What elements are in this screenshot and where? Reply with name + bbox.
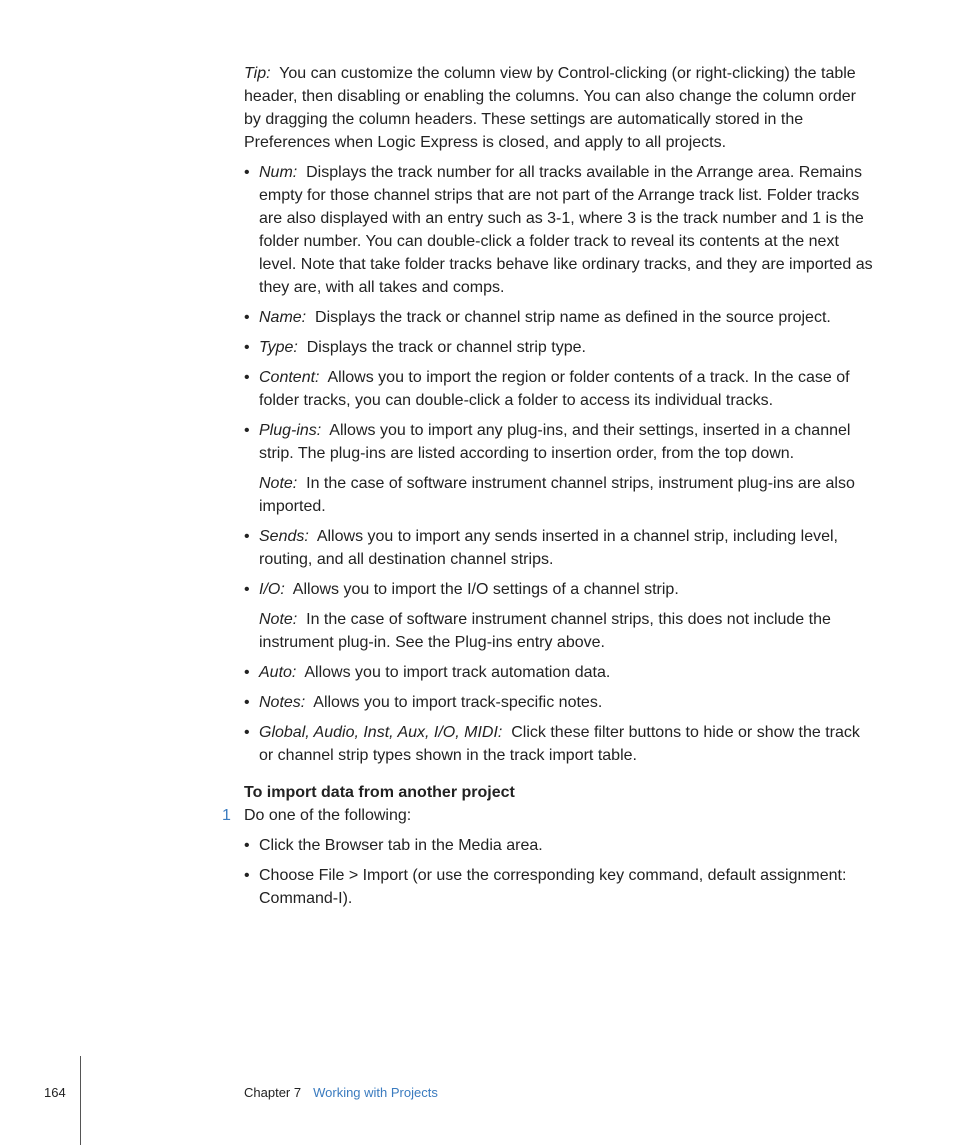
term-label: Type: — [259, 339, 298, 356]
substep-item — [244, 834, 876, 857]
list-item-io — [244, 578, 876, 601]
step-text: Do one of the following: — [244, 807, 412, 824]
tip-paragraph — [244, 62, 876, 154]
list-item-filters — [244, 721, 876, 767]
term-label: Notes: — [259, 694, 306, 711]
note-text: In the case of software instrument channel strips, instrument plug-ins are also imported. — [259, 475, 855, 515]
bullet-icon: • — [244, 694, 250, 711]
note-text: In the case of software instrument channel strips, this does not include the instrument plug-in. See the Plug-ins entry above. — [259, 611, 831, 651]
tip-label: Tip: — [244, 65, 271, 82]
term-label: Plug-ins: — [259, 422, 322, 439]
bullet-icon: • — [244, 837, 250, 854]
list-item-sends — [244, 525, 876, 571]
substep-item — [244, 864, 876, 910]
substep-text: Choose File > Import (or use the corresponding key command, default assignment: Command-I). — [259, 867, 847, 907]
chapter-label: Chapter 7 — [244, 1085, 302, 1100]
list-item-content — [244, 366, 876, 412]
bullet-icon: • — [244, 664, 250, 681]
list-item-name — [244, 306, 876, 329]
column-descriptions-list-2 — [244, 525, 876, 601]
bullet-icon: • — [244, 369, 250, 386]
substeps-list — [244, 834, 876, 910]
note-label: Note: — [259, 611, 298, 628]
substep-text: Click the Browser tab in the Media area. — [259, 837, 543, 854]
step-number: 1 — [222, 807, 231, 824]
note-io — [244, 608, 876, 654]
bullet-icon: • — [244, 581, 250, 598]
term-description: Allows you to import the region or folder contents of a track. In the case of folder tracks, you can double-click a folder to access its individual tracks. — [259, 369, 850, 409]
bullet-icon: • — [244, 724, 250, 741]
term-description: Allows you to import any sends inserted in a channel strip, including level, routing, and all destination channel strips. — [259, 528, 838, 568]
term-description: Allows you to import any plug-ins, and their settings, inserted in a channel strip. The plug-ins are listed according to insertion order, from the top down. — [259, 422, 851, 462]
page-body — [222, 62, 876, 917]
term-description: Allows you to import the I/O settings of a channel strip. — [292, 581, 679, 598]
chapter-title-link[interactable]: Working with Projects — [313, 1085, 438, 1100]
footer-chapter — [244, 1085, 438, 1100]
term-label: Num: — [259, 164, 298, 181]
page-number: 164 — [44, 1085, 66, 1100]
term-label: Sends: — [259, 528, 309, 545]
list-item-auto — [244, 661, 876, 684]
list-item-num — [244, 161, 876, 299]
bullet-icon: • — [244, 422, 250, 439]
term-label: I/O: — [259, 581, 285, 598]
procedure-step-1 — [222, 804, 876, 827]
term-description: Displays the track or channel strip name as defined in the source project. — [315, 309, 831, 326]
bullet-icon: • — [244, 309, 250, 326]
column-descriptions-list-3 — [244, 661, 876, 767]
list-item-plug-ins — [244, 419, 876, 465]
list-item-notes — [244, 691, 876, 714]
term-label: Content: — [259, 369, 320, 386]
procedure-heading: To import data from another project — [244, 784, 515, 801]
term-description: Allows you to import track automation data. — [304, 664, 611, 681]
term-description: Displays the track or channel strip type. — [306, 339, 586, 356]
bullet-icon: • — [244, 339, 250, 356]
note-label: Note: — [259, 475, 298, 492]
term-description: Click these filter buttons to hide or show the track or channel strip types shown in the track import table. — [259, 724, 860, 764]
bullet-icon: • — [244, 528, 250, 545]
note-plug-ins — [244, 472, 876, 518]
term-label: Auto: — [259, 664, 297, 681]
bullet-icon: • — [244, 867, 250, 884]
term-label: Global, Audio, Inst, Aux, I/O, MIDI: — [259, 724, 503, 741]
term-description: Displays the track number for all tracks available in the Arrange area. Remains empty for those channel strips that are not part of the Arrange track list. Folder tracks are also displayed with an entry such as 3-1, where 3 is the track number and 1 is the folder number. You can double-click a folder track to reveal its contents at the next level. Note that take folder tracks behave like ordinary tracks, and they are imported as they are, with all takes and comps. — [259, 164, 873, 296]
list-item-type — [244, 336, 876, 359]
term-description: Allows you to import track-specific notes. — [313, 694, 603, 711]
column-descriptions-list — [244, 161, 876, 465]
term-label: Name: — [259, 309, 307, 326]
footer-divider — [80, 1056, 81, 1145]
tip-text: You can customize the column view by Control-clicking (or right-clicking) the table header, then disabling or enabling the columns. You can also change the column order by dragging the column headers. These settings are automatically stored in the Preferences when Logic Express is closed, and apply to all projects. — [244, 65, 856, 151]
bullet-icon: • — [244, 164, 250, 181]
